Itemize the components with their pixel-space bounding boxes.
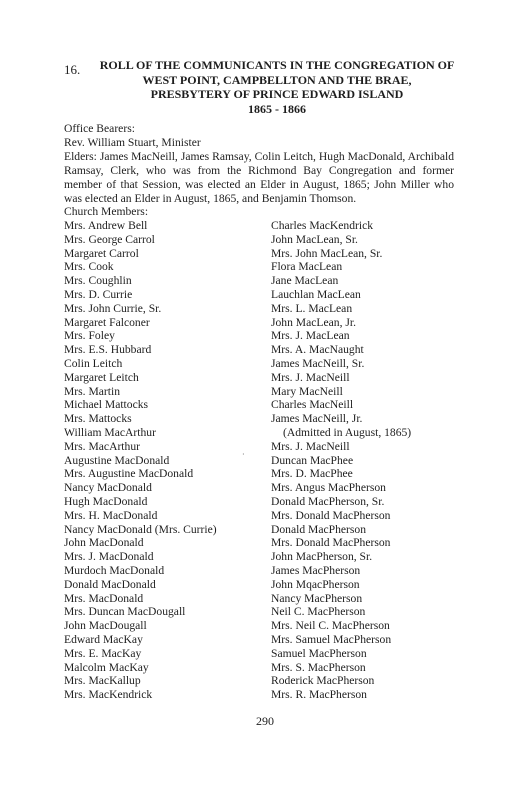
member-name: Mrs. A. MacNaught <box>271 343 364 357</box>
member-name: Mrs. Neil C. MacPherson <box>271 619 390 633</box>
member-name: Malcolm MacKay <box>64 660 149 674</box>
member-name: John MacDonald <box>64 536 144 550</box>
member-name: Mrs. E. MacKay <box>64 646 142 660</box>
member-name: John MacLean, Sr. <box>271 232 358 246</box>
member-name: Edward MacKay <box>64 632 143 646</box>
member-name: Donald MacPherson, Sr. <box>271 494 385 508</box>
member-name: Charles MacNeill <box>271 398 354 412</box>
member-name: James MacNeill, Jr. <box>271 412 363 426</box>
member-name: Mrs. Andrew Bell <box>64 219 148 232</box>
page-number: 290 <box>256 714 274 728</box>
member-name: Donald MacDonald <box>64 577 156 591</box>
member-name: Mrs. E.S. Hubbard <box>64 343 152 357</box>
member-name: Mrs. Cook <box>64 260 114 274</box>
member-name: Donald MacPherson <box>271 522 366 536</box>
member-name: Charles MacKendrick <box>271 219 374 232</box>
member-name: Jane MacLean <box>271 274 339 288</box>
member-name: Hugh MacDonald <box>64 494 148 508</box>
member-name: William MacArthur <box>64 425 156 439</box>
member-name: Flora MacLean <box>271 260 343 274</box>
members-column-right <box>271 219 461 702</box>
member-note: (Admitted in August, 1865) <box>283 425 412 439</box>
office-bearers-heading: Office Bearers: <box>64 122 135 135</box>
member-name: Mrs. Mattocks <box>64 412 132 426</box>
elders-paragraph: Elders: James MacNeill, James Ramsay, Colin Leitch, Hugh MacDonald, Archibald Ramsay, Clerk, who was from the Richmond Bay Congregation and former member of that Session, was elected an Elder in August, 1865; John Miller who was elected an Elder in August, 1865, and Benjamin Thomson. <box>64 149 454 205</box>
section-number: 16. <box>64 62 81 77</box>
member-name: Mrs. Foley <box>64 329 115 343</box>
title-line: ROLL OF THE COMMUNICANTS IN THE CONGREGATION OF <box>99 58 455 72</box>
member-name: John MacDougall <box>64 619 147 633</box>
members-column-left <box>64 219 264 702</box>
member-name: Mrs. J. MacNeill <box>271 439 350 453</box>
members-heading: Church Members: <box>64 205 149 219</box>
member-name: James MacNeill, Sr. <box>271 356 365 370</box>
member-name: Duncan MacPhee <box>271 453 354 467</box>
member-name: Mrs. D. MacPhee <box>271 467 353 481</box>
member-name: John MacLean, Jr. <box>271 315 356 329</box>
stray-mark: · <box>242 450 245 459</box>
member-name: Margaret Falconer <box>64 315 150 329</box>
member-name: Colin Leitch <box>64 356 123 370</box>
roll-intro <box>64 122 454 219</box>
title-years: 1865 - 1866 <box>248 101 306 116</box>
member-name: Mrs. MacArthur <box>64 439 140 453</box>
member-name: Mrs. Angus MacPherson <box>271 481 386 495</box>
title-line: PRESBYTERY OF PRINCE EDWARD ISLAND <box>150 87 404 101</box>
member-name: Nancy MacPherson <box>271 591 363 605</box>
member-name: Mrs. R. MacPherson <box>271 688 367 702</box>
member-name: Mrs. MacKendrick <box>64 688 153 702</box>
member-name: Nancy MacDonald (Mrs. Currie) <box>64 522 217 536</box>
member-name: Mrs. Donald MacPherson <box>271 508 391 522</box>
member-name: Mary MacNeill <box>271 384 343 398</box>
member-name: John MacPherson, Sr. <box>271 550 373 564</box>
member-name: Margaret Carrol <box>64 246 139 260</box>
member-name: Mrs. John Currie, Sr. <box>64 301 162 315</box>
member-name: Mrs. H. MacDonald <box>64 508 158 522</box>
member-name: Mrs. L. MacLean <box>271 301 353 315</box>
member-name: Neil C. MacPherson <box>271 605 366 619</box>
minister-line: Rev. William Stuart, Minister <box>64 135 201 149</box>
member-name: Mrs. Donald MacPherson <box>271 536 391 550</box>
member-name: Mrs. Augustine MacDonald <box>64 467 194 481</box>
member-name: Margaret Leitch <box>64 370 139 384</box>
member-name: Nancy MacDonald <box>64 481 152 495</box>
member-name: Mrs. Samuel MacPherson <box>271 632 392 646</box>
member-name: Mrs. MacKallup <box>64 674 141 688</box>
member-name: James MacPherson <box>271 563 361 577</box>
member-name: Samuel MacPherson <box>271 646 367 660</box>
member-name: Mrs. J. MacNeill <box>271 370 350 384</box>
member-name: John MqacPherson <box>271 577 360 591</box>
member-name: Lauchlan MacLean <box>271 287 361 301</box>
member-name: Mrs. MacDonald <box>64 591 144 605</box>
member-name: Mrs. John MacLean, Sr. <box>271 246 383 260</box>
member-name: Mrs. Coughlin <box>64 274 132 288</box>
member-name: Mrs. Martin <box>64 384 121 398</box>
roll-title <box>92 58 462 116</box>
member-name: Augustine MacDonald <box>64 453 170 467</box>
member-name: Michael Mattocks <box>64 398 149 412</box>
member-name: Roderick MacPherson <box>271 674 375 688</box>
member-name: Mrs. George Carrol <box>64 232 155 246</box>
title-line: WEST POINT, CAMPBELLTON AND THE BRAE, <box>142 72 412 87</box>
member-name: Murdoch MacDonald <box>64 563 165 577</box>
member-name: Mrs. J. MacDonald <box>64 550 154 564</box>
member-name: Mrs. Duncan MacDougall <box>64 605 186 619</box>
member-name: Mrs. S. MacPherson <box>271 660 366 674</box>
member-name: Mrs. D. Currie <box>64 287 133 301</box>
member-name: Mrs. J. MacLean <box>271 329 350 343</box>
